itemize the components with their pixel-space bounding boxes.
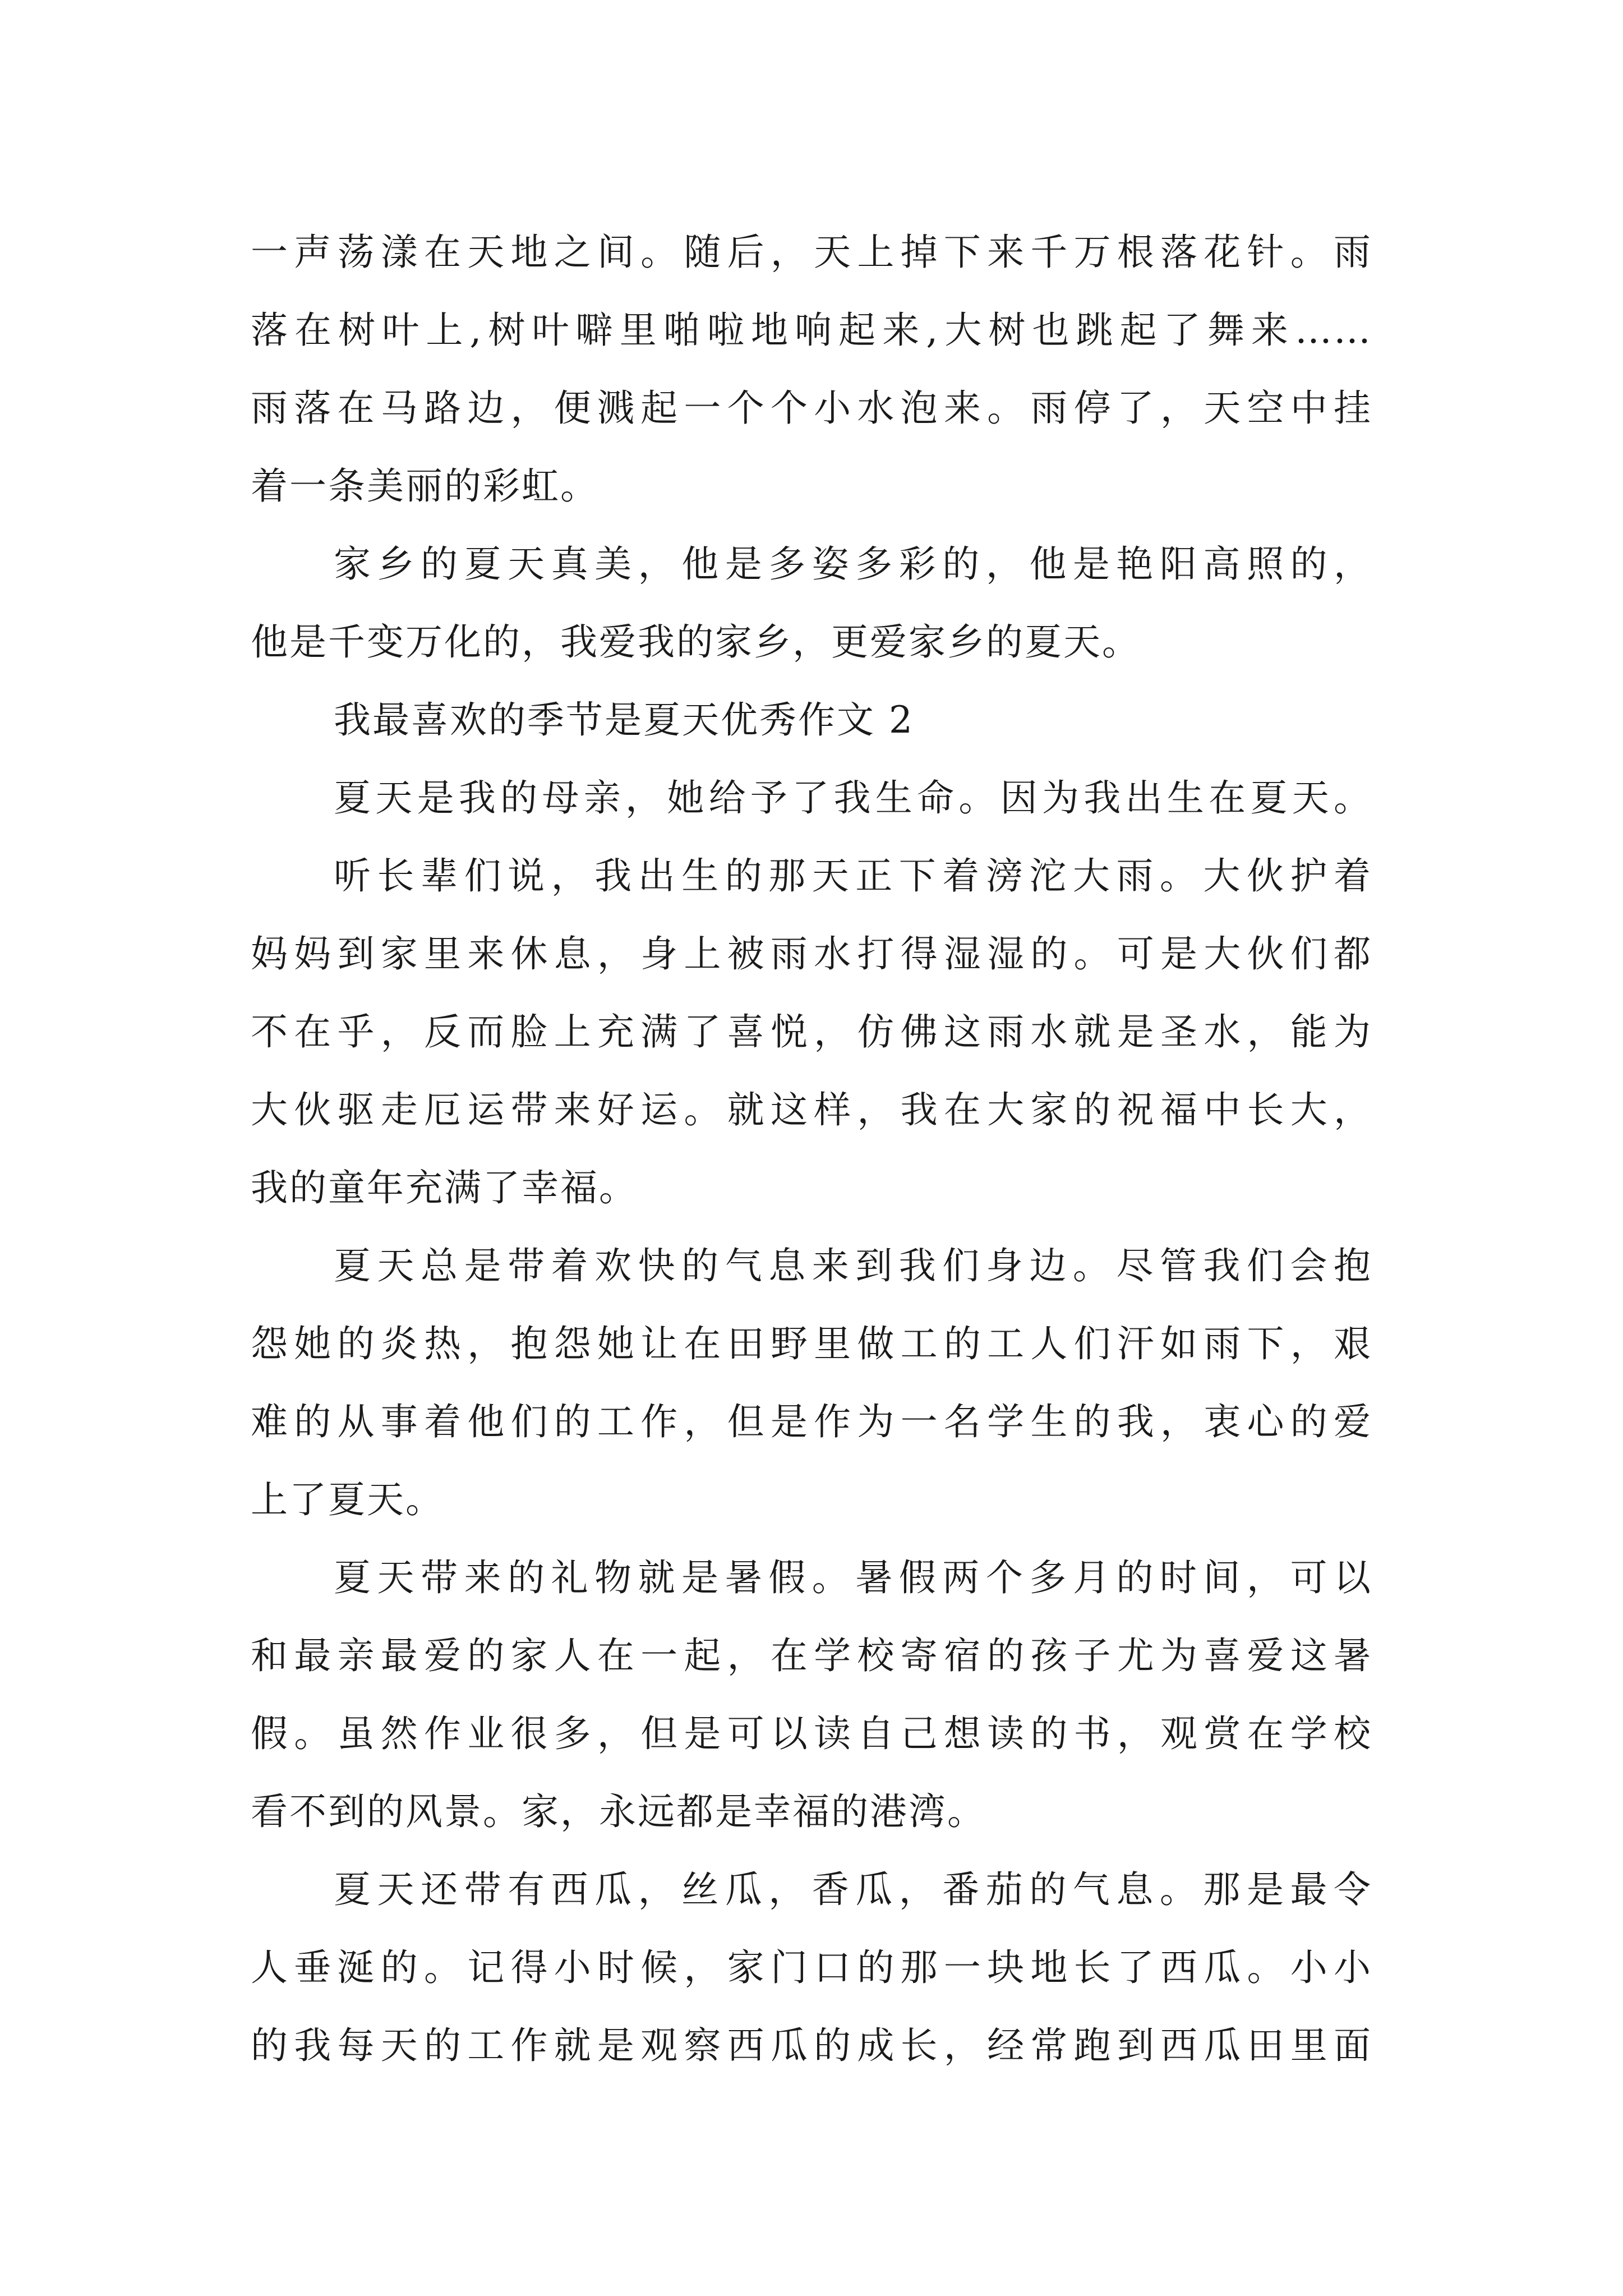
essay-heading: 我最喜欢的季节是夏天优秀作文 2 — [334, 698, 914, 742]
text-line: 人垂涎的。记得小时候，家门口的那一块地长了西瓜。小小 — [251, 1946, 1372, 1989]
text-line: 他是千变万化的，我爱我的家乡，更爱家乡的夏天。 — [251, 620, 1141, 664]
text-line: 难的从事着他们的工作，但是作为一名学生的我，衷心的爱 — [251, 1400, 1372, 1443]
text-line: 着一条美丽的彩虹。 — [251, 464, 599, 508]
text-line: 听长辈们说，我出生的那天正下着滂沱大雨。大伙护着 — [334, 854, 1372, 898]
text-line: 怨她的炎热，抱怨她让在田野里做工的工人们汗如雨下，艰 — [251, 1322, 1372, 1365]
text-line: 我的童年充满了幸福。 — [251, 1166, 638, 1209]
text-line: 和最亲最爱的家人在一起，在学校寄宿的孩子尤为喜爱这暑 — [251, 1634, 1372, 1677]
text-line: 落在树叶上,树叶噼里啪啦地响起来,大树也跳起了舞来…… — [251, 309, 1372, 352]
text-line: 夏天是我的母亲，她给予了我生命。因为我出生在夏天。 — [334, 776, 1372, 820]
text-line: 夏天还带有西瓜，丝瓜，香瓜，番茄的气息。那是最令 — [334, 1868, 1372, 1911]
document-page — [251, 213, 1372, 2085]
text-line: 假。虽然作业很多，但是可以读自己想读的书，观赏在学校 — [251, 1712, 1372, 1755]
text-line: 妈妈到家里来休息，身上被雨水打得湿湿的。可是大伙们都 — [251, 932, 1372, 976]
text-line: 大伙驱走厄运带来好运。就这样，我在大家的祝福中长大， — [251, 1088, 1372, 1131]
text-line: 夏天带来的礼物就是暑假。暑假两个多月的时间，可以 — [334, 1556, 1372, 1599]
text-line: 不在乎，反而脸上充满了喜悦，仿佛这雨水就是圣水，能为 — [251, 1010, 1372, 1053]
text-line: 上了夏天。 — [251, 1478, 444, 1521]
text-line: 家乡的夏天真美，他是多姿多彩的，他是艳阳高照的， — [334, 542, 1372, 586]
text-line: 雨落在马路边，便溅起一个个小水泡来。雨停了，天空中挂 — [251, 386, 1372, 430]
text-line: 一声荡漾在天地之间。随后，天上掉下来千万根落花针。雨 — [251, 231, 1372, 274]
text-line: 看不到的风景。家，永远都是幸福的港湾。 — [251, 1790, 986, 1833]
text-line: 的我每天的工作就是观察西瓜的成长，经常跑到西瓜田里面 — [251, 2024, 1372, 2067]
text-line: 夏天总是带着欢快的气息来到我们身边。尽管我们会抱 — [334, 1244, 1372, 1287]
